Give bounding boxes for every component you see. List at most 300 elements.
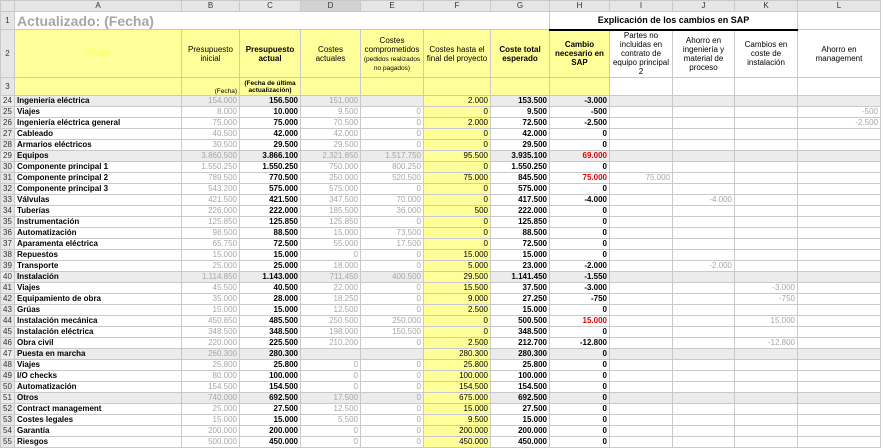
presupuesto-actual-cell[interactable]: 200.000 <box>240 426 301 437</box>
costes-actuales-cell[interactable]: 0 <box>301 382 361 393</box>
presupuesto-actual-cell[interactable]: 421.500 <box>240 195 301 206</box>
ahorro-ingenieria-cell[interactable] <box>673 327 735 338</box>
costes-comprometidos-cell[interactable]: 73.500 <box>361 228 424 239</box>
coste-total-esperado-cell[interactable]: 88.500 <box>491 228 550 239</box>
coste-total-esperado-cell[interactable]: 72.500 <box>491 118 550 129</box>
costes-comprometidos-cell[interactable]: 400.500 <box>361 272 424 283</box>
row-number[interactable]: 50 <box>1 382 15 393</box>
ahorro-management-cell[interactable] <box>798 360 881 371</box>
row-number[interactable]: 24 <box>1 96 15 107</box>
cambio-sap-cell[interactable]: -1.550 <box>550 272 610 283</box>
costes-hasta-final-cell[interactable]: 5.000 <box>424 261 491 272</box>
fecha-label[interactable]: (Fecha) <box>182 78 240 96</box>
column-header-h[interactable]: H <box>550 1 610 12</box>
row-label-cell[interactable]: Instrumentación <box>15 217 182 228</box>
partes-no-incluidas-cell[interactable] <box>610 239 673 250</box>
presupuesto-inicial-cell[interactable]: 65.750 <box>182 239 240 250</box>
cell[interactable] <box>361 78 424 96</box>
cambio-sap-cell[interactable]: 0 <box>550 228 610 239</box>
cambio-sap-cell[interactable]: 0 <box>550 382 610 393</box>
cambio-sap-cell[interactable]: -750 <box>550 294 610 305</box>
partes-no-incluidas-cell[interactable] <box>610 371 673 382</box>
costes-hasta-final-cell[interactable]: 2.500 <box>424 305 491 316</box>
costes-comprometidos-cell[interactable]: 70.000 <box>361 195 424 206</box>
partes-no-incluidas-cell[interactable] <box>610 140 673 151</box>
cambios-instalacion-cell[interactable] <box>735 437 798 448</box>
presupuesto-actual-cell[interactable]: 15.000 <box>240 415 301 426</box>
fecha-ultima-actualizacion[interactable]: (Fecha de última actualización) <box>240 78 301 96</box>
col-header-costes-hasta-final[interactable]: Costes hasta el final del proyecto <box>424 30 491 78</box>
row-label-cell[interactable]: Riesgos <box>15 437 182 448</box>
presupuesto-actual-cell[interactable]: 88.500 <box>240 228 301 239</box>
costes-actuales-cell[interactable]: 18.250 <box>301 294 361 305</box>
presupuesto-actual-cell[interactable]: 225.500 <box>240 338 301 349</box>
ahorro-ingenieria-cell[interactable] <box>673 316 735 327</box>
ahorro-ingenieria-cell[interactable]: -4.000 <box>673 195 735 206</box>
partes-no-incluidas-cell[interactable] <box>610 151 673 162</box>
cambios-instalacion-cell[interactable] <box>735 151 798 162</box>
costes-comprometidos-cell[interactable]: 0 <box>361 184 424 195</box>
ahorro-management-cell[interactable] <box>798 228 881 239</box>
cell[interactable] <box>673 78 735 96</box>
costes-hasta-final-cell[interactable]: 0 <box>424 195 491 206</box>
column-header-c[interactable]: C <box>240 1 301 12</box>
cambios-instalacion-cell[interactable] <box>735 173 798 184</box>
row-number[interactable]: 38 <box>1 250 15 261</box>
coste-total-esperado-cell[interactable]: 154.500 <box>491 382 550 393</box>
row-number[interactable]: 25 <box>1 107 15 118</box>
cambio-sap-cell[interactable]: -2.000 <box>550 261 610 272</box>
presupuesto-actual-cell[interactable]: 29.500 <box>240 140 301 151</box>
coste-total-esperado-cell[interactable]: 348.500 <box>491 327 550 338</box>
coste-total-esperado-cell[interactable]: 9.500 <box>491 107 550 118</box>
presupuesto-inicial-cell[interactable]: 1.114.850 <box>182 272 240 283</box>
row-number[interactable]: 55 <box>1 437 15 448</box>
presupuesto-actual-cell[interactable]: 25.000 <box>240 261 301 272</box>
col-header-coste-total-esperado[interactable]: Coste total esperado <box>491 30 550 78</box>
cell[interactable] <box>610 78 673 96</box>
row-label-cell[interactable]: Automatización <box>15 228 182 239</box>
col-header-presupuesto-inicial[interactable]: Presupuesto inicial <box>182 30 240 78</box>
column-header-d[interactable]: D <box>301 1 361 12</box>
presupuesto-inicial-cell[interactable]: 125.850 <box>182 217 240 228</box>
costes-hasta-final-cell[interactable]: 2.000 <box>424 96 491 107</box>
costes-actuales-cell[interactable]: 17.500 <box>301 393 361 404</box>
presupuesto-inicial-cell[interactable]: 15.000 <box>182 250 240 261</box>
partes-no-incluidas-cell[interactable] <box>610 250 673 261</box>
row-label-cell[interactable]: Instalación mecánica <box>15 316 182 327</box>
costes-comprometidos-cell[interactable]: 17.500 <box>361 239 424 250</box>
row-label-cell[interactable]: Otros <box>15 393 182 404</box>
partes-no-incluidas-cell[interactable] <box>610 129 673 140</box>
cambios-instalacion-cell[interactable] <box>735 426 798 437</box>
row-number[interactable]: 34 <box>1 206 15 217</box>
costes-actuales-cell[interactable]: 0 <box>301 360 361 371</box>
costes-comprometidos-cell[interactable] <box>361 96 424 107</box>
costes-comprometidos-cell[interactable]: 0 <box>361 404 424 415</box>
col-header-costes-comprometidos[interactable] <box>361 30 424 78</box>
presupuesto-actual-cell[interactable]: 27.500 <box>240 404 301 415</box>
presupuesto-inicial-cell[interactable]: 500.000 <box>182 437 240 448</box>
costes-actuales-cell[interactable]: 9.500 <box>301 107 361 118</box>
ahorro-ingenieria-cell[interactable] <box>673 184 735 195</box>
ahorro-ingenieria-cell[interactable] <box>673 151 735 162</box>
column-header-a[interactable]: A <box>15 1 182 12</box>
costes-actuales-cell[interactable] <box>301 349 361 360</box>
cambios-instalacion-cell[interactable] <box>735 272 798 283</box>
row-label-cell[interactable]: Puesta en marcha <box>15 349 182 360</box>
coste-total-esperado-cell[interactable]: 100.000 <box>491 371 550 382</box>
ahorro-ingenieria-cell[interactable] <box>673 426 735 437</box>
coste-total-esperado-cell[interactable]: 15.000 <box>491 415 550 426</box>
coste-total-esperado-cell[interactable]: 29.500 <box>491 140 550 151</box>
ahorro-management-cell[interactable] <box>798 283 881 294</box>
ahorro-ingenieria-cell[interactable] <box>673 349 735 360</box>
coste-total-esperado-cell[interactable]: 15.000 <box>491 305 550 316</box>
costes-comprometidos-cell[interactable]: 0 <box>361 338 424 349</box>
ahorro-ingenieria-cell[interactable] <box>673 305 735 316</box>
cell[interactable] <box>798 78 881 96</box>
cambios-instalacion-cell[interactable] <box>735 415 798 426</box>
row-label-cell[interactable]: Instalación eléctrica <box>15 327 182 338</box>
costes-actuales-cell[interactable]: 12.500 <box>301 404 361 415</box>
partes-no-incluidas-cell[interactable] <box>610 96 673 107</box>
select-all-corner[interactable] <box>1 1 15 12</box>
costes-actuales-cell[interactable]: 42.000 <box>301 129 361 140</box>
ahorro-management-cell[interactable]: -500 <box>798 107 881 118</box>
ahorro-management-cell[interactable] <box>798 349 881 360</box>
partes-no-incluidas-cell[interactable] <box>610 349 673 360</box>
partes-no-incluidas-cell[interactable] <box>610 437 673 448</box>
row-label-cell[interactable]: Válvulas <box>15 195 182 206</box>
presupuesto-inicial-cell[interactable]: 789.500 <box>182 173 240 184</box>
costes-hasta-final-cell[interactable]: 0 <box>424 107 491 118</box>
coste-total-esperado-cell[interactable]: 125.850 <box>491 217 550 228</box>
coste-total-esperado-cell[interactable]: 153.500 <box>491 96 550 107</box>
ahorro-management-cell[interactable] <box>798 272 881 283</box>
presupuesto-actual-cell[interactable]: 280.300 <box>240 349 301 360</box>
ahorro-ingenieria-cell[interactable] <box>673 437 735 448</box>
costes-actuales-cell[interactable]: 55.000 <box>301 239 361 250</box>
row-label-cell[interactable]: Contract management <box>15 404 182 415</box>
costes-comprometidos-cell[interactable]: 520.500 <box>361 173 424 184</box>
presupuesto-inicial-cell[interactable]: 75.000 <box>182 118 240 129</box>
cambio-sap-cell[interactable]: 0 <box>550 393 610 404</box>
row-number[interactable]: 28 <box>1 140 15 151</box>
ahorro-management-cell[interactable] <box>798 371 881 382</box>
ahorro-ingenieria-cell[interactable] <box>673 228 735 239</box>
cambio-sap-cell[interactable]: 69.000 <box>550 151 610 162</box>
costes-hasta-final-cell[interactable]: 0 <box>424 140 491 151</box>
costes-hasta-final-cell[interactable]: 0 <box>424 316 491 327</box>
row-label-cell[interactable]: Armarios eléctricos <box>15 140 182 151</box>
row-number[interactable]: 52 <box>1 404 15 415</box>
row-number[interactable]: 48 <box>1 360 15 371</box>
coste-total-esperado-cell[interactable]: 1.550.250 <box>491 162 550 173</box>
presupuesto-inicial-cell[interactable]: 25.000 <box>182 404 240 415</box>
presupuesto-inicial-cell[interactable]: 226.000 <box>182 206 240 217</box>
presupuesto-inicial-cell[interactable]: 200.000 <box>182 426 240 437</box>
coste-total-esperado-cell[interactable]: 15.000 <box>491 250 550 261</box>
ahorro-management-cell[interactable] <box>798 338 881 349</box>
costes-hasta-final-cell[interactable]: 500 <box>424 206 491 217</box>
ahorro-management-cell[interactable] <box>798 173 881 184</box>
row-label-cell[interactable]: Viajes <box>15 283 182 294</box>
ahorro-management-cell[interactable] <box>798 426 881 437</box>
costes-comprometidos-cell[interactable]: 0 <box>361 118 424 129</box>
row-label-cell[interactable]: Cableado <box>15 129 182 140</box>
ahorro-management-cell[interactable]: -2.500 <box>798 118 881 129</box>
col-header-presupuesto-actual[interactable]: Presupuesto actual <box>240 30 301 78</box>
ahorro-management-cell[interactable] <box>798 294 881 305</box>
row-number[interactable]: 29 <box>1 151 15 162</box>
presupuesto-inicial-cell[interactable]: 25.800 <box>182 360 240 371</box>
cell[interactable] <box>735 78 798 96</box>
row-label-cell[interactable]: Viajes <box>15 360 182 371</box>
ahorro-ingenieria-cell[interactable] <box>673 371 735 382</box>
costes-comprometidos-cell[interactable]: 0 <box>361 107 424 118</box>
costes-actuales-cell[interactable]: 151.000 <box>301 96 361 107</box>
cambios-instalacion-cell[interactable] <box>735 107 798 118</box>
cambio-sap-cell[interactable]: 0 <box>550 415 610 426</box>
ahorro-management-cell[interactable] <box>798 261 881 272</box>
partes-no-incluidas-cell[interactable] <box>610 316 673 327</box>
partes-no-incluidas-cell[interactable] <box>610 261 673 272</box>
cambios-instalacion-cell[interactable] <box>735 184 798 195</box>
ahorro-ingenieria-cell[interactable] <box>673 382 735 393</box>
costes-comprometidos-cell[interactable] <box>361 349 424 360</box>
partes-no-incluidas-cell[interactable] <box>610 217 673 228</box>
row-label-cell[interactable]: Tuberías <box>15 206 182 217</box>
row-number[interactable]: 51 <box>1 393 15 404</box>
cambios-instalacion-cell[interactable] <box>735 250 798 261</box>
cell[interactable] <box>15 78 182 96</box>
partes-no-incluidas-cell[interactable] <box>610 118 673 129</box>
costes-hasta-final-cell[interactable]: 0 <box>424 162 491 173</box>
ahorro-management-cell[interactable] <box>798 382 881 393</box>
presupuesto-inicial-cell[interactable]: 154.000 <box>182 96 240 107</box>
costes-comprometidos-cell[interactable]: 1.517.750 <box>361 151 424 162</box>
cambio-sap-cell[interactable]: -4.000 <box>550 195 610 206</box>
costes-hasta-final-cell[interactable]: 15.000 <box>424 250 491 261</box>
coste-total-esperado-cell[interactable]: 27.250 <box>491 294 550 305</box>
ahorro-ingenieria-cell[interactable] <box>673 272 735 283</box>
presupuesto-inicial-cell[interactable]: 1.550.250 <box>182 162 240 173</box>
row-number[interactable]: 26 <box>1 118 15 129</box>
presupuesto-actual-cell[interactable]: 100.000 <box>240 371 301 382</box>
presupuesto-inicial-cell[interactable]: 543.200 <box>182 184 240 195</box>
ahorro-ingenieria-cell[interactable] <box>673 162 735 173</box>
row-number[interactable]: 47 <box>1 349 15 360</box>
costes-hasta-final-cell[interactable]: 29.500 <box>424 272 491 283</box>
presupuesto-inicial-cell[interactable]: 15.000 <box>182 415 240 426</box>
row-number[interactable]: 45 <box>1 327 15 338</box>
partes-no-incluidas-cell[interactable] <box>610 162 673 173</box>
costes-comprometidos-cell[interactable]: 800.250 <box>361 162 424 173</box>
row-number[interactable]: 39 <box>1 261 15 272</box>
presupuesto-inicial-cell[interactable]: 45.500 <box>182 283 240 294</box>
ahorro-management-cell[interactable] <box>798 96 881 107</box>
costes-hasta-final-cell[interactable]: 2.500 <box>424 338 491 349</box>
cell[interactable] <box>424 78 491 96</box>
presupuesto-actual-cell[interactable]: 450.000 <box>240 437 301 448</box>
cambio-sap-cell[interactable]: 0 <box>550 140 610 151</box>
presupuesto-inicial-cell[interactable]: 421.500 <box>182 195 240 206</box>
cell[interactable] <box>301 78 361 96</box>
ahorro-management-cell[interactable] <box>798 162 881 173</box>
costes-actuales-cell[interactable]: 2.321.850 <box>301 151 361 162</box>
coste-total-esperado-cell[interactable]: 500.500 <box>491 316 550 327</box>
ahorro-ingenieria-cell[interactable] <box>673 250 735 261</box>
cambio-sap-cell[interactable]: 0 <box>550 129 610 140</box>
row-label-cell[interactable]: Instalación <box>15 272 182 283</box>
cambio-sap-cell[interactable]: 15.000 <box>550 316 610 327</box>
row-number[interactable]: 35 <box>1 217 15 228</box>
presupuesto-inicial-cell[interactable]: 25.000 <box>182 261 240 272</box>
cambio-sap-cell[interactable]: 0 <box>550 349 610 360</box>
coste-total-esperado-cell[interactable]: 1.141.450 <box>491 272 550 283</box>
cambios-instalacion-cell[interactable] <box>735 371 798 382</box>
costes-comprometidos-cell[interactable]: 0 <box>361 393 424 404</box>
coste-total-esperado-cell[interactable]: 27.500 <box>491 404 550 415</box>
column-header-b[interactable]: B <box>182 1 240 12</box>
cambio-sap-cell[interactable]: -2.500 <box>550 118 610 129</box>
costes-actuales-cell[interactable]: 250.500 <box>301 316 361 327</box>
costes-actuales-cell[interactable]: 347.500 <box>301 195 361 206</box>
ahorro-management-cell[interactable] <box>798 217 881 228</box>
costes-comprometidos-cell[interactable]: 0 <box>361 415 424 426</box>
ahorro-ingenieria-cell[interactable] <box>673 173 735 184</box>
column-header-j[interactable]: J <box>673 1 735 12</box>
presupuesto-actual-cell[interactable]: 575.000 <box>240 184 301 195</box>
coste-total-esperado-cell[interactable]: 37.500 <box>491 283 550 294</box>
cambios-instalacion-cell[interactable]: -750 <box>735 294 798 305</box>
presupuesto-inicial-cell[interactable]: 260.300 <box>182 349 240 360</box>
costes-hasta-final-cell[interactable]: 95.500 <box>424 151 491 162</box>
costes-actuales-cell[interactable]: 0 <box>301 371 361 382</box>
cambio-sap-cell[interactable]: -3.000 <box>550 283 610 294</box>
costes-hasta-final-cell[interactable]: 100.000 <box>424 371 491 382</box>
costes-actuales-cell[interactable]: 12.500 <box>301 305 361 316</box>
cambios-instalacion-cell[interactable] <box>735 96 798 107</box>
coste-total-esperado-cell[interactable]: 42.000 <box>491 129 550 140</box>
costes-actuales-cell[interactable]: 0 <box>301 437 361 448</box>
column-header-e[interactable]: E <box>361 1 424 12</box>
presupuesto-inicial-cell[interactable]: 30.500 <box>182 140 240 151</box>
cell[interactable] <box>798 12 881 30</box>
sheet-title[interactable]: Actualizado: (Fecha) <box>15 12 550 30</box>
row-number[interactable]: 42 <box>1 294 15 305</box>
ahorro-management-cell[interactable] <box>798 140 881 151</box>
row-number[interactable]: 30 <box>1 162 15 173</box>
row-label-cell[interactable]: Aparamenta eléctrica <box>15 239 182 250</box>
cambio-sap-cell[interactable]: 0 <box>550 305 610 316</box>
column-header-f[interactable]: F <box>424 1 491 12</box>
presupuesto-actual-cell[interactable]: 692.500 <box>240 393 301 404</box>
row-number[interactable]: 27 <box>1 129 15 140</box>
coste-total-esperado-cell[interactable]: 25.800 <box>491 360 550 371</box>
costes-hasta-final-cell[interactable]: 15.500 <box>424 283 491 294</box>
costes-comprometidos-cell[interactable]: 0 <box>361 217 424 228</box>
presupuesto-inicial-cell[interactable]: 40.500 <box>182 129 240 140</box>
presupuesto-actual-cell[interactable]: 1.143.000 <box>240 272 301 283</box>
row-number[interactable]: 32 <box>1 184 15 195</box>
row-label-cell[interactable]: Grúas <box>15 305 182 316</box>
presupuesto-inicial-cell[interactable]: 220.000 <box>182 338 240 349</box>
costes-hasta-final-cell[interactable]: 200.000 <box>424 426 491 437</box>
ahorro-management-cell[interactable] <box>798 250 881 261</box>
partes-no-incluidas-cell[interactable] <box>610 184 673 195</box>
explanation-header[interactable]: Explicación de los cambios en SAP <box>550 12 798 30</box>
cambios-instalacion-cell[interactable] <box>735 360 798 371</box>
cambios-instalacion-cell[interactable] <box>735 239 798 250</box>
costes-hasta-final-cell[interactable]: 75.000 <box>424 173 491 184</box>
row-label-cell[interactable]: Automatización <box>15 382 182 393</box>
ahorro-ingenieria-cell[interactable]: -2.000 <box>673 261 735 272</box>
ahorro-ingenieria-cell[interactable] <box>673 107 735 118</box>
presupuesto-actual-cell[interactable]: 348.500 <box>240 327 301 338</box>
ahorro-management-cell[interactable] <box>798 316 881 327</box>
costes-hasta-final-cell[interactable]: 0 <box>424 129 491 140</box>
row-label-cell[interactable]: Obra civil <box>15 338 182 349</box>
costes-actuales-cell[interactable]: 711.450 <box>301 272 361 283</box>
coste-total-esperado-cell[interactable]: 450.000 <box>491 437 550 448</box>
ahorro-management-cell[interactable] <box>798 195 881 206</box>
costes-actuales-cell[interactable]: 15.000 <box>301 228 361 239</box>
costes-hasta-final-cell[interactable]: 0 <box>424 217 491 228</box>
presupuesto-inicial-cell[interactable]: 98.500 <box>182 228 240 239</box>
partes-no-incluidas-cell[interactable] <box>610 305 673 316</box>
presupuesto-actual-cell[interactable]: 485.500 <box>240 316 301 327</box>
coste-total-esperado-cell[interactable]: 3.935.100 <box>491 151 550 162</box>
coste-total-esperado-cell[interactable]: 212.700 <box>491 338 550 349</box>
costes-hasta-final-cell[interactable]: 280.300 <box>424 349 491 360</box>
ahorro-management-cell[interactable] <box>798 206 881 217</box>
costes-actuales-cell[interactable]: 185.500 <box>301 206 361 217</box>
costes-comprometidos-cell[interactable]: 0 <box>361 426 424 437</box>
presupuesto-actual-cell[interactable]: 42.000 <box>240 129 301 140</box>
ahorro-ingenieria-cell[interactable] <box>673 129 735 140</box>
coste-total-esperado-cell[interactable]: 72.500 <box>491 239 550 250</box>
cambios-instalacion-cell[interactable] <box>735 404 798 415</box>
costes-comprometidos-cell[interactable]: 0 <box>361 140 424 151</box>
presupuesto-inicial-cell[interactable]: 740.000 <box>182 393 240 404</box>
row-label-cell[interactable]: I/O checks <box>15 371 182 382</box>
ahorro-management-cell[interactable] <box>798 239 881 250</box>
presupuesto-inicial-cell[interactable]: 3.860.500 <box>182 151 240 162</box>
ahorro-management-cell[interactable] <box>798 415 881 426</box>
costes-actuales-cell[interactable]: 250.000 <box>301 173 361 184</box>
partes-no-incluidas-cell[interactable] <box>610 393 673 404</box>
cambio-sap-cell[interactable]: 0 <box>550 250 610 261</box>
presupuesto-actual-cell[interactable]: 15.000 <box>240 305 301 316</box>
costes-comprometidos-cell[interactable]: 0 <box>361 250 424 261</box>
costes-hasta-final-cell[interactable]: 450.000 <box>424 437 491 448</box>
row-number[interactable]: 54 <box>1 426 15 437</box>
row-number[interactable]: 40 <box>1 272 15 283</box>
presupuesto-inicial-cell[interactable]: 450.850 <box>182 316 240 327</box>
costes-hasta-final-cell[interactable]: 9.000 <box>424 294 491 305</box>
cambios-instalacion-cell[interactable]: -12.800 <box>735 338 798 349</box>
row-number[interactable]: 3 <box>1 78 15 96</box>
row-number[interactable]: 41 <box>1 283 15 294</box>
ahorro-ingenieria-cell[interactable] <box>673 393 735 404</box>
ahorro-ingenieria-cell[interactable] <box>673 415 735 426</box>
costes-comprometidos-cell[interactable]: 0 <box>361 129 424 140</box>
partes-no-incluidas-cell[interactable] <box>610 107 673 118</box>
costes-actuales-cell[interactable]: 22.000 <box>301 283 361 294</box>
costes-comprometidos-cell[interactable]: 0 <box>361 305 424 316</box>
